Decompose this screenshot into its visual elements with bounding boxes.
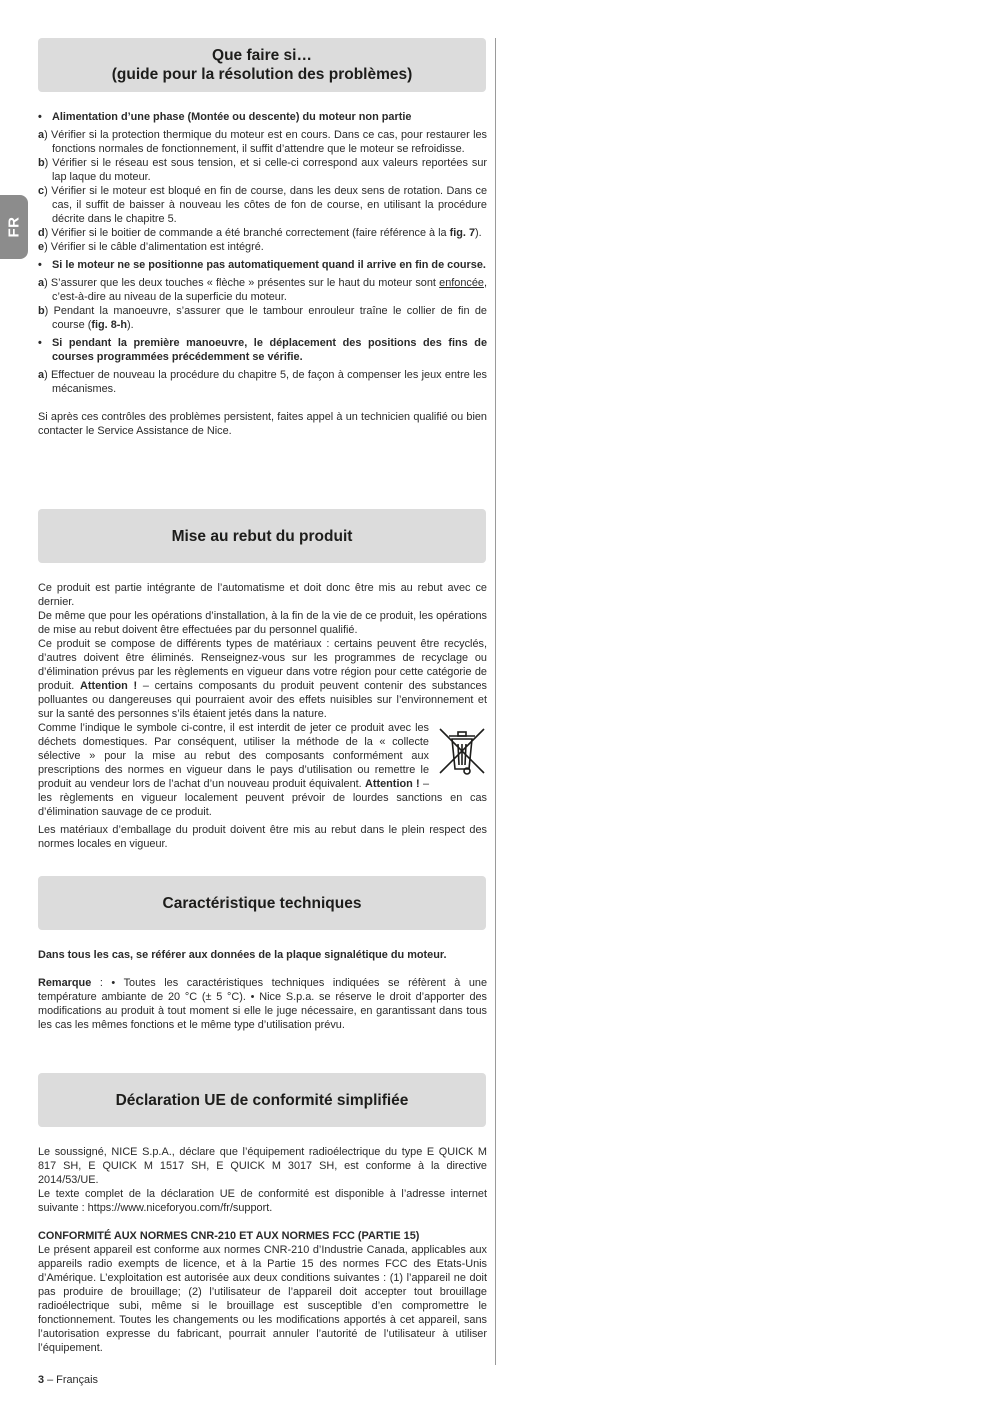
list-item: a) S’assurer que les deux touches « flèche » présentes sur le haut du moteur sont enfoncée, c’est-à-dire au niveau de la superficie du moteur.	[38, 277, 487, 303]
declaration-paragraph: Le soussigné, NICE S.p.A., déclare que l’équipement radioélectrique du type E QUICK M 817 SH, E QUICK M 1517 SH, E QUICK M 3017 SH, est conforme à la directive 2014/53/UE.	[38, 1146, 487, 1186]
troubleshooting-closing: Si après ces contrôles des problèmes persistent, faites appel à un technicien qualifié ou bien contacter le Service Assistance de Nice.	[38, 411, 487, 437]
language-tab	[0, 195, 28, 259]
list-item: c) Vérifier si le moteur est bloqué en fin de course, dans les deux sens de rotation. Dans ce cas, il suffit de baisser à nouveau les côtes de fon de course, en utilisant la procédure décrite dans le chapitre 5.	[38, 185, 487, 225]
list-item: b) Pendant la manoeuvre, s’assurer que le tambour enrouleur traîne le collier de fin de course (fig. 8-h).	[38, 305, 487, 331]
declaration-paragraph: Le texte complet de la déclaration UE de conformité est disponible à l’adresse internet suivante : https://www.niceforyou.com/fr/support.	[38, 1188, 487, 1214]
specs-heading	[38, 876, 486, 930]
disposal-paragraph: Comme l’indique le symbole ci-contre, il est interdit de jeter ce produit avec les déchets domestiques. Par conséquent, utiliser la méthode de la « collecte sélective » pour la mise au rebut des composants conformément aux prescriptions des normes en vigueur dans le pays d’utilisation ou remettre le produit au vendeur lors de l’achat d’un nouveau produit équivalent. Attention ! – les règlements en vigueur localement peuvent prévoir de lourdes sanctions en cas d’élimination sauvage de ce produit.	[38, 722, 487, 818]
fcc-title: CONFORMITÉ AUX NORMES CNR-210 ET AUX NORMES FCC (PARTIE 15)	[38, 1230, 420, 1242]
specs-body	[38, 948, 487, 1032]
footer-language: – Français	[44, 1374, 98, 1386]
declaration-body	[38, 1145, 487, 1355]
troubleshooting-heading	[38, 38, 486, 92]
declaration-title: Déclaration UE de conformité simplifiée	[115, 1091, 409, 1109]
disposal-paragraph: Ce produit est partie intégrante de l’automatisme et doit donc être mis au rebut avec ce dernier.	[38, 582, 487, 608]
figure-reference: fig. 7	[449, 227, 476, 239]
troubleshooting-title-line2: (guide pour la résolution des problèmes)	[111, 66, 413, 83]
bullet-item: • Alimentation d’une phase (Montée ou descente) du moteur non partie	[38, 111, 412, 123]
column-divider	[495, 38, 496, 1365]
troubleshooting-title-line1: Que faire si…	[212, 47, 312, 64]
disposal-title: Mise au rebut du produit	[171, 527, 353, 545]
list-item: a) Vérifier si la protection thermique du moteur est en cours. Dans ce cas, pour restaurer les fonctions normales de fonctionnement, il suffit d’attendre que le moteur se refroidisse.	[38, 129, 487, 155]
bullet-item: • Si pendant la première manoeuvre, le déplacement des positions des fins de courses programmées précédemment se vérifie.	[38, 337, 487, 363]
disposal-body	[38, 581, 487, 851]
page-number: 3	[38, 1374, 45, 1386]
specs-remark: Remarque : • Toutes les caractéristiques techniques indiquées se réfèrent à une température ambiante de 20 °C (± 5 °C). • Nice S.p.a. se réserve le droit d’apporter des modifications au produit à tout moment si elle le juge nécessaire, en garantissant dans tous les cas les mêmes fonctions et le même type d’utilisation prévu.	[38, 977, 487, 1031]
list-item: d) Vérifier si le boitier de commande a été branché correctement (faire référence à la fig. 7).	[38, 227, 482, 239]
list-item: e) Vérifier si le câble d’alimentation est intégré.	[38, 241, 264, 253]
bullet-item: • Si le moteur ne se positionne pas automatiquement quand il arrive en fin de course.	[38, 259, 486, 271]
disposal-paragraph: Ce produit se compose de différents types de matériaux : certains peuvent être recyclés, d’autres doivent être éliminés. Renseignez-vous sur les programmes de recyclage ou d’élimination prévus par les règlements en vigueur dans votre région pour cette catégorie de produit. Attention ! – certains composants du produit peuvent contenir des substances polluantes ou dangereuses qui pourraient avoir des effets nuisibles sur l’environnement et sur la santé des personnes s’ils étaient jetés dans la nature.	[38, 638, 487, 720]
crossed-out-bin-icon	[436, 725, 488, 779]
list-item: a) Effectuer de nouveau la procédure du chapitre 5, de façon à compenser les jeux entre les mécanismes.	[38, 369, 488, 395]
list-item: b) Vérifier si le réseau est sous tension, et si celle-ci correspond aux valeurs reportées sur lap laque du moteur.	[38, 157, 487, 183]
disposal-paragraph: De même que pour les opérations d’installation, à la fin de la vie de ce produit, les opérations de mise au rebut doivent être effectuées par du personnel qualifié.	[38, 610, 487, 636]
page-footer	[38, 1374, 98, 1386]
declaration-heading	[38, 1073, 486, 1127]
troubleshooting-body	[38, 110, 487, 438]
disposal-paragraph: Les matériaux d’emballage du produit doivent être mis au rebut dans le plein respect des normes locales en vigueur.	[38, 824, 487, 850]
figure-reference: fig. 8-h	[91, 319, 128, 331]
fcc-paragraph: Le présent appareil est conforme aux normes CNR-210 d’Industrie Canada, applicables aux appareils radio exempts de licence, et à la Partie 15 des normes FCC des Etats-Unis d’Amérique. L’exploitation est autorisée aux deux conditions suivantes : (1) l’appareil ne doit pas produire de brouillage; (2) l’utilisateur de l’appareil doit accepter tout brouillage radioélectrique subi, même si le brouillage est susceptible d’en compromettre le fonctionnement. Toutes les changements ou les modifications apportés à cet appareil, sans l’autorisation expresse du fabricant, pourrait annuler l’autorité de l’utilisateur à utiliser l’équipement.	[38, 1244, 487, 1354]
specs-title: Caractéristique techniques	[162, 894, 362, 912]
specs-paragraph: Dans tous les cas, se référer aux données de la plaque signalétique du moteur.	[38, 949, 447, 961]
language-tab-label: FR	[5, 216, 23, 238]
disposal-heading	[38, 509, 486, 563]
